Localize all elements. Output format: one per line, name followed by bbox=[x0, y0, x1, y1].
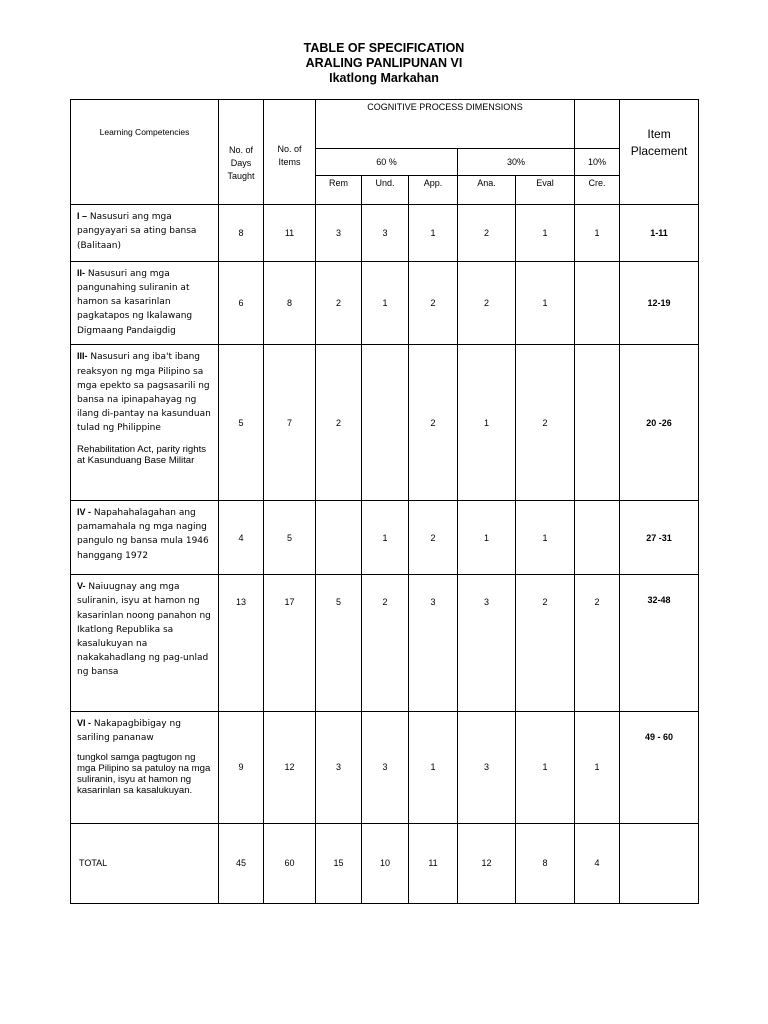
items-cell: 12 bbox=[264, 712, 316, 823]
eval-cell: 2 bbox=[516, 345, 575, 501]
item-placement-header: Item Placement bbox=[620, 100, 699, 205]
blank-header-cell bbox=[575, 100, 620, 149]
total-days-cell: 45 bbox=[219, 823, 264, 903]
und-cell: 3 bbox=[362, 712, 409, 823]
total-und-cell: 10 bbox=[362, 823, 409, 903]
rem-header: Rem bbox=[316, 176, 362, 205]
table-row bbox=[71, 500, 699, 574]
total-eval-cell: 8 bbox=[516, 823, 575, 903]
total-ana-cell: 12 bbox=[458, 823, 516, 903]
app-cell: 2 bbox=[409, 261, 458, 345]
eval-header: Eval bbox=[516, 176, 575, 205]
item-placement-cell: 27 -31 bbox=[620, 500, 699, 574]
table-row bbox=[71, 575, 699, 712]
app-cell: 1 bbox=[409, 205, 458, 262]
table-row bbox=[71, 205, 699, 262]
items-cell: 5 bbox=[264, 500, 316, 574]
competency-cell: II- Nasusuri ang mga pangunahing suliranin at hamon sa kasarinlan pagkatapos ng Ikalawang Digmaang Pandaigdig bbox=[71, 261, 219, 345]
competency-cell: VI - Nakapagbibigay ng sariling pananaw tungkol samga pagtugon ng mga Pilipino sa patuloy na mga suliranin, isyu at hamon ng kasarinlan sa kasalukuyan. bbox=[71, 712, 219, 823]
table-row bbox=[71, 261, 699, 345]
rem-cell: 2 bbox=[316, 345, 362, 501]
items-cell: 8 bbox=[264, 261, 316, 345]
eval-cell: 1 bbox=[516, 205, 575, 262]
items-cell: 7 bbox=[264, 345, 316, 501]
item-placement-cell: 49 - 60 bbox=[620, 712, 699, 823]
items-cell: 11 bbox=[264, 205, 316, 262]
cre-cell: 1 bbox=[575, 712, 620, 823]
eval-cell: 1 bbox=[516, 500, 575, 574]
und-header: Und. bbox=[362, 176, 409, 205]
days-cell: 6 bbox=[219, 261, 264, 345]
ana-cell: 2 bbox=[458, 261, 516, 345]
rem-cell: 2 bbox=[316, 261, 362, 345]
total-row bbox=[71, 823, 699, 903]
competency-cell: IV - Napahahalagahan ang pamamahala ng mga naging pangulo ng bansa mula 1946 hanggang 1972 bbox=[71, 500, 219, 574]
pct-60-header: 60 % bbox=[316, 149, 458, 176]
und-cell: 1 bbox=[362, 261, 409, 345]
competency-cell: V- Naiuugnay ang mga suliranin, isyu at hamon ng kasarinlan noong panahon ng Ikatlong Republika sa kasalukuyan na nakakahadlang ng pag-unlad ng bansa bbox=[71, 575, 219, 712]
cre-cell bbox=[575, 345, 620, 501]
total-app-cell: 11 bbox=[409, 823, 458, 903]
days-cell: 5 bbox=[219, 345, 264, 501]
eval-cell: 2 bbox=[516, 575, 575, 712]
ana-cell: 2 bbox=[458, 205, 516, 262]
ana-cell: 1 bbox=[458, 345, 516, 501]
cre-header: Cre. bbox=[575, 176, 620, 205]
eval-cell: 1 bbox=[516, 261, 575, 345]
ana-cell: 1 bbox=[458, 500, 516, 574]
no-of-items-header: No. of Items bbox=[264, 100, 316, 205]
document-title: TABLE OF SPECIFICATION bbox=[303, 41, 465, 55]
total-cre-cell: 4 bbox=[575, 823, 620, 903]
total-placement-cell bbox=[620, 823, 699, 903]
und-cell: 3 bbox=[362, 205, 409, 262]
rem-cell: 3 bbox=[316, 712, 362, 823]
cre-cell bbox=[575, 261, 620, 345]
total-items-cell: 60 bbox=[264, 823, 316, 903]
rem-cell: 3 bbox=[316, 205, 362, 262]
und-cell bbox=[362, 345, 409, 501]
days-cell: 9 bbox=[219, 712, 264, 823]
item-placement-cell: 20 -26 bbox=[620, 345, 699, 501]
learning-competencies-header: Learning Competencies bbox=[71, 100, 219, 205]
ana-cell: 3 bbox=[458, 575, 516, 712]
document-quarter: Ikatlong Markahan bbox=[329, 71, 439, 85]
items-cell: 17 bbox=[264, 575, 316, 712]
specification-table bbox=[70, 99, 699, 904]
document-subject: ARALING PANLIPUNAN VI bbox=[305, 56, 463, 70]
item-placement-cell: 12-19 bbox=[620, 261, 699, 345]
competency-cell: III- Nasusuri ang iba't ibang reaksyon ng mga Pilipino sa mga epekto sa pagsasarili ng bansa na ipinapahayag ng ilang di-pantay na kasunduan tulad ng Philippine Rehabilitation Act, parity rights at Kasunduang Base Militar bbox=[71, 345, 219, 501]
total-rem-cell: 15 bbox=[316, 823, 362, 903]
app-cell: 2 bbox=[409, 345, 458, 501]
eval-cell: 1 bbox=[516, 712, 575, 823]
total-label: TOTAL bbox=[71, 823, 219, 903]
rem-cell: 5 bbox=[316, 575, 362, 712]
days-cell: 13 bbox=[219, 575, 264, 712]
table-row bbox=[71, 712, 699, 823]
cognitive-dimensions-header: COGNITIVE PROCESS DIMENSIONS bbox=[316, 100, 575, 149]
table-row bbox=[71, 345, 699, 501]
app-cell: 1 bbox=[409, 712, 458, 823]
cre-cell: 1 bbox=[575, 205, 620, 262]
ana-cell: 3 bbox=[458, 712, 516, 823]
und-cell: 2 bbox=[362, 575, 409, 712]
days-taught-header: No. of Days Taught bbox=[219, 100, 264, 205]
app-header: App. bbox=[409, 176, 458, 205]
competency-cell: I – Nasusuri ang mga pangyayari sa ating bansa (Balitaan) bbox=[71, 205, 219, 262]
pct-30-header: 30% bbox=[458, 149, 575, 176]
ana-header: Ana. bbox=[458, 176, 516, 205]
app-cell: 2 bbox=[409, 500, 458, 574]
days-cell: 8 bbox=[219, 205, 264, 262]
app-cell: 3 bbox=[409, 575, 458, 712]
pct-10-header: 10% bbox=[575, 149, 620, 176]
rem-cell bbox=[316, 500, 362, 574]
cre-cell bbox=[575, 500, 620, 574]
cre-cell: 2 bbox=[575, 575, 620, 712]
item-placement-cell: 1-11 bbox=[620, 205, 699, 262]
days-cell: 4 bbox=[219, 500, 264, 574]
item-placement-cell: 32-48 bbox=[620, 575, 699, 712]
und-cell: 1 bbox=[362, 500, 409, 574]
